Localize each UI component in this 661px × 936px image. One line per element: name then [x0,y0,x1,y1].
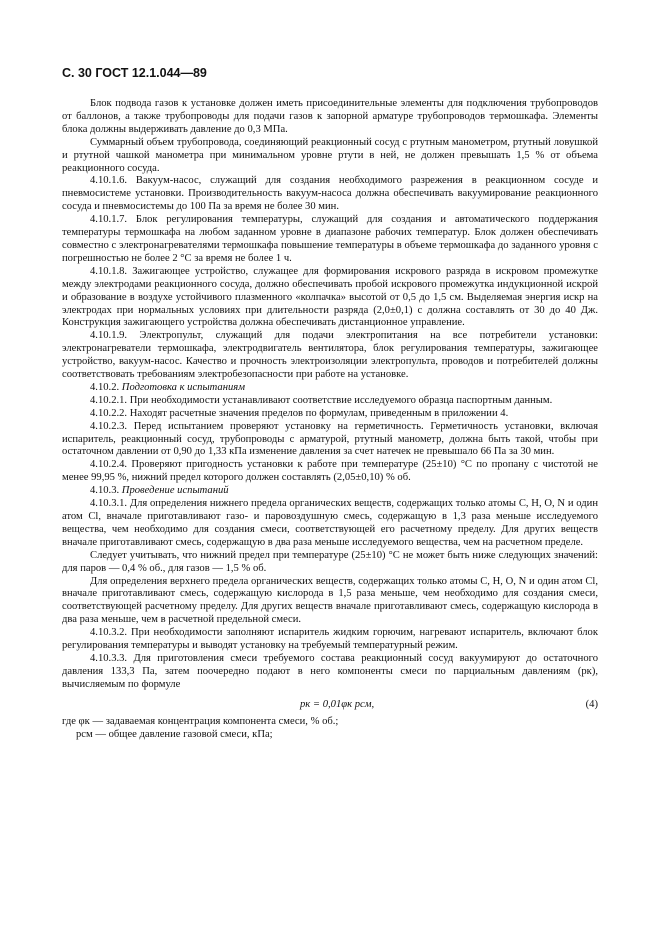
paragraph: Для определения верхнего предела органических веществ, содержащих только атомы С, Н, О, N и один атом Cl, вначале приготавливают смесь, содержащую кислорода в 1,5 раза меньше, чем необходимо для создания смеси, соответствующей расчетному пределу. Для других веществ вначале приготавливают смесь, содержащую кислорода в два раза меньше, чем в расчетной предельной смеси. [62,575,598,626]
paragraph: 4.10.3.3. Для приготовления смеси требуемого состава реакционный сосуд вакуумируют до остаточного давления 133,3 Па, затем поочередно подают в него компоненты смеси по парциальным давлениям (pк), вычисляемым по формуле [62,652,598,690]
where-line: pсм — общее давление газовой смеси, кПа; [76,728,273,740]
formula-number: (4) [585,698,598,710]
where-line: где φк — задаваемая концентрация компонента смеси, % об.; [62,715,339,727]
paragraph: 4.10.1.6. Вакуум-насос, служащий для создания необходимого разрежения в реакционном сосуде и пневмосистеме установки. Производительность вакуум-насоса должна обеспечивать вакуумирование реакционного сосуда и пневмосистемы до 100 Па за время не более 30 мин. [62,175,598,213]
formula [62,696,598,716]
paragraph: 4.10.3.1. Для определения нижнего предела органических веществ, содержащих только атомы С, Н, О, N и один атом Cl, вначале приготавливают газо- и паровоздушную смесь, содержащую в 1,3 раза меньше исследуемого вещества, чем необходимо для создания смеси, соответствующей его расчетному пределу. Для других веществ вначале приготавливают смесь, содержащую в два раза меньше исследуемого вещества, чем на расчетном пределе. [62,498,598,548]
section-number: 4.10.3. [90,485,120,497]
section-number: 4.10.2. [90,381,120,393]
paragraph: Суммарный объем трубопровода, соединяющий реакционный сосуд с ртутным манометром, ртутный ловушкой и ртутной чашкой манометра при минимальном уровне ртути в ней, не должен превышать 1,5 % от объема реакционного сосуда. [62,136,598,174]
formula-expression: pк = 0,01φк pсм, [300,698,375,710]
paragraph: 4.10.1.8. Зажигающее устройство, служащее для формирования искрового разряда в искровом промежутке между электродами реакционного сосуда, должно обеспечивать пробой искрового промежутка индукционной искрой и образование в воздухе устойчивого плазменного «колпачка» высотой от 0,5 до 1,5 см. Выделяемая энергия искр на электродах при нормальных условиях при длительности разряда (2,0±0,1) с должна составлять от 30 до 40 Дж. Конструкция зажигающего устройства должна обеспечивать дистанционное управление. [62,265,598,329]
paragraph: Блок подвода газов к установке должен иметь присоединительные элементы для подключения трубопроводов от баллонов, а также трубопроводы для подачи газов к запорной арматуре трубопроводов термошкафа. Элементы блока должны выдерживать давление до 0,3 МПа. [62,98,598,135]
paragraph: 4.10.2.4. Проверяют пригодность установки к работе при температуре (25±10) °С по пропану с чистотой не менее 99,95 %, нижний предел которого должен составлять (2,05±0,10) % об. [62,459,598,484]
section-heading-test [62,485,598,498]
paragraph: Следует учитывать, что нижний предел при температуре (25±10) °С не может быть ниже следующих значений: для паров — 0,4 % об., для газов — 1,5 % об. [62,549,598,574]
paragraph: 4.10.1.9. Электропульт, служащий для подачи электропитания на все потребители установки: электронагреватели термошкафа, электродвигатель вентилятора, блок регулирования температуры, зажигающее устройство, вакуум-насос. Качество и прочность электроизоляции электропульта, проводов и потребителей должны соответствовать требованиям электробезопасности при работе на установке. [62,330,598,381]
paragraph: 4.10.1.7. Блок регулирования температуры, служащий для создания и автоматического поддержания температуры термошкафа на любом заданном уровне в диапазоне рабочих температур. Блок должен обеспечивать совместно с электронагревателями термошкафа повышение температуры в объеме термошкафа до заданного уровня с погрешностью не более 2 °С за время не более 1 ч. [62,214,598,264]
paragraph: 4.10.2.1. При необходимости устанавливают соответствие исследуемого образца паспортным данным. [90,394,553,406]
section-heading-prep [62,382,598,395]
document-body [62,98,598,742]
section-title: Подготовка к испытаниям [121,381,245,393]
paragraph: 4.10.2.2. Находят расчетные значения пределов по формулам, приведенным в приложении 4. [90,407,509,419]
page-header: С. 30 ГОСТ 12.1.044—89 [62,66,207,80]
section-title: Проведение испытаний [121,485,229,497]
paragraph: 4.10.2.3. Перед испытанием проверяют установку на герметичность. Герметичность установки, включая испаритель, реакционный сосуд, трубопроводы с арматурой, ртутный манометр, должна быть такой, чтобы при остаточном давлении от 0,90 до 1,33 кПа изменение давления за счет натечек не превышало 66 Па за 30 мин. [62,420,598,458]
paragraph: 4.10.3.2. При необходимости заполняют испаритель жидким горючим, нагревают испаритель, включают блок регулирования температуры и выводят установку на требуемый температурный режим. [62,627,598,652]
